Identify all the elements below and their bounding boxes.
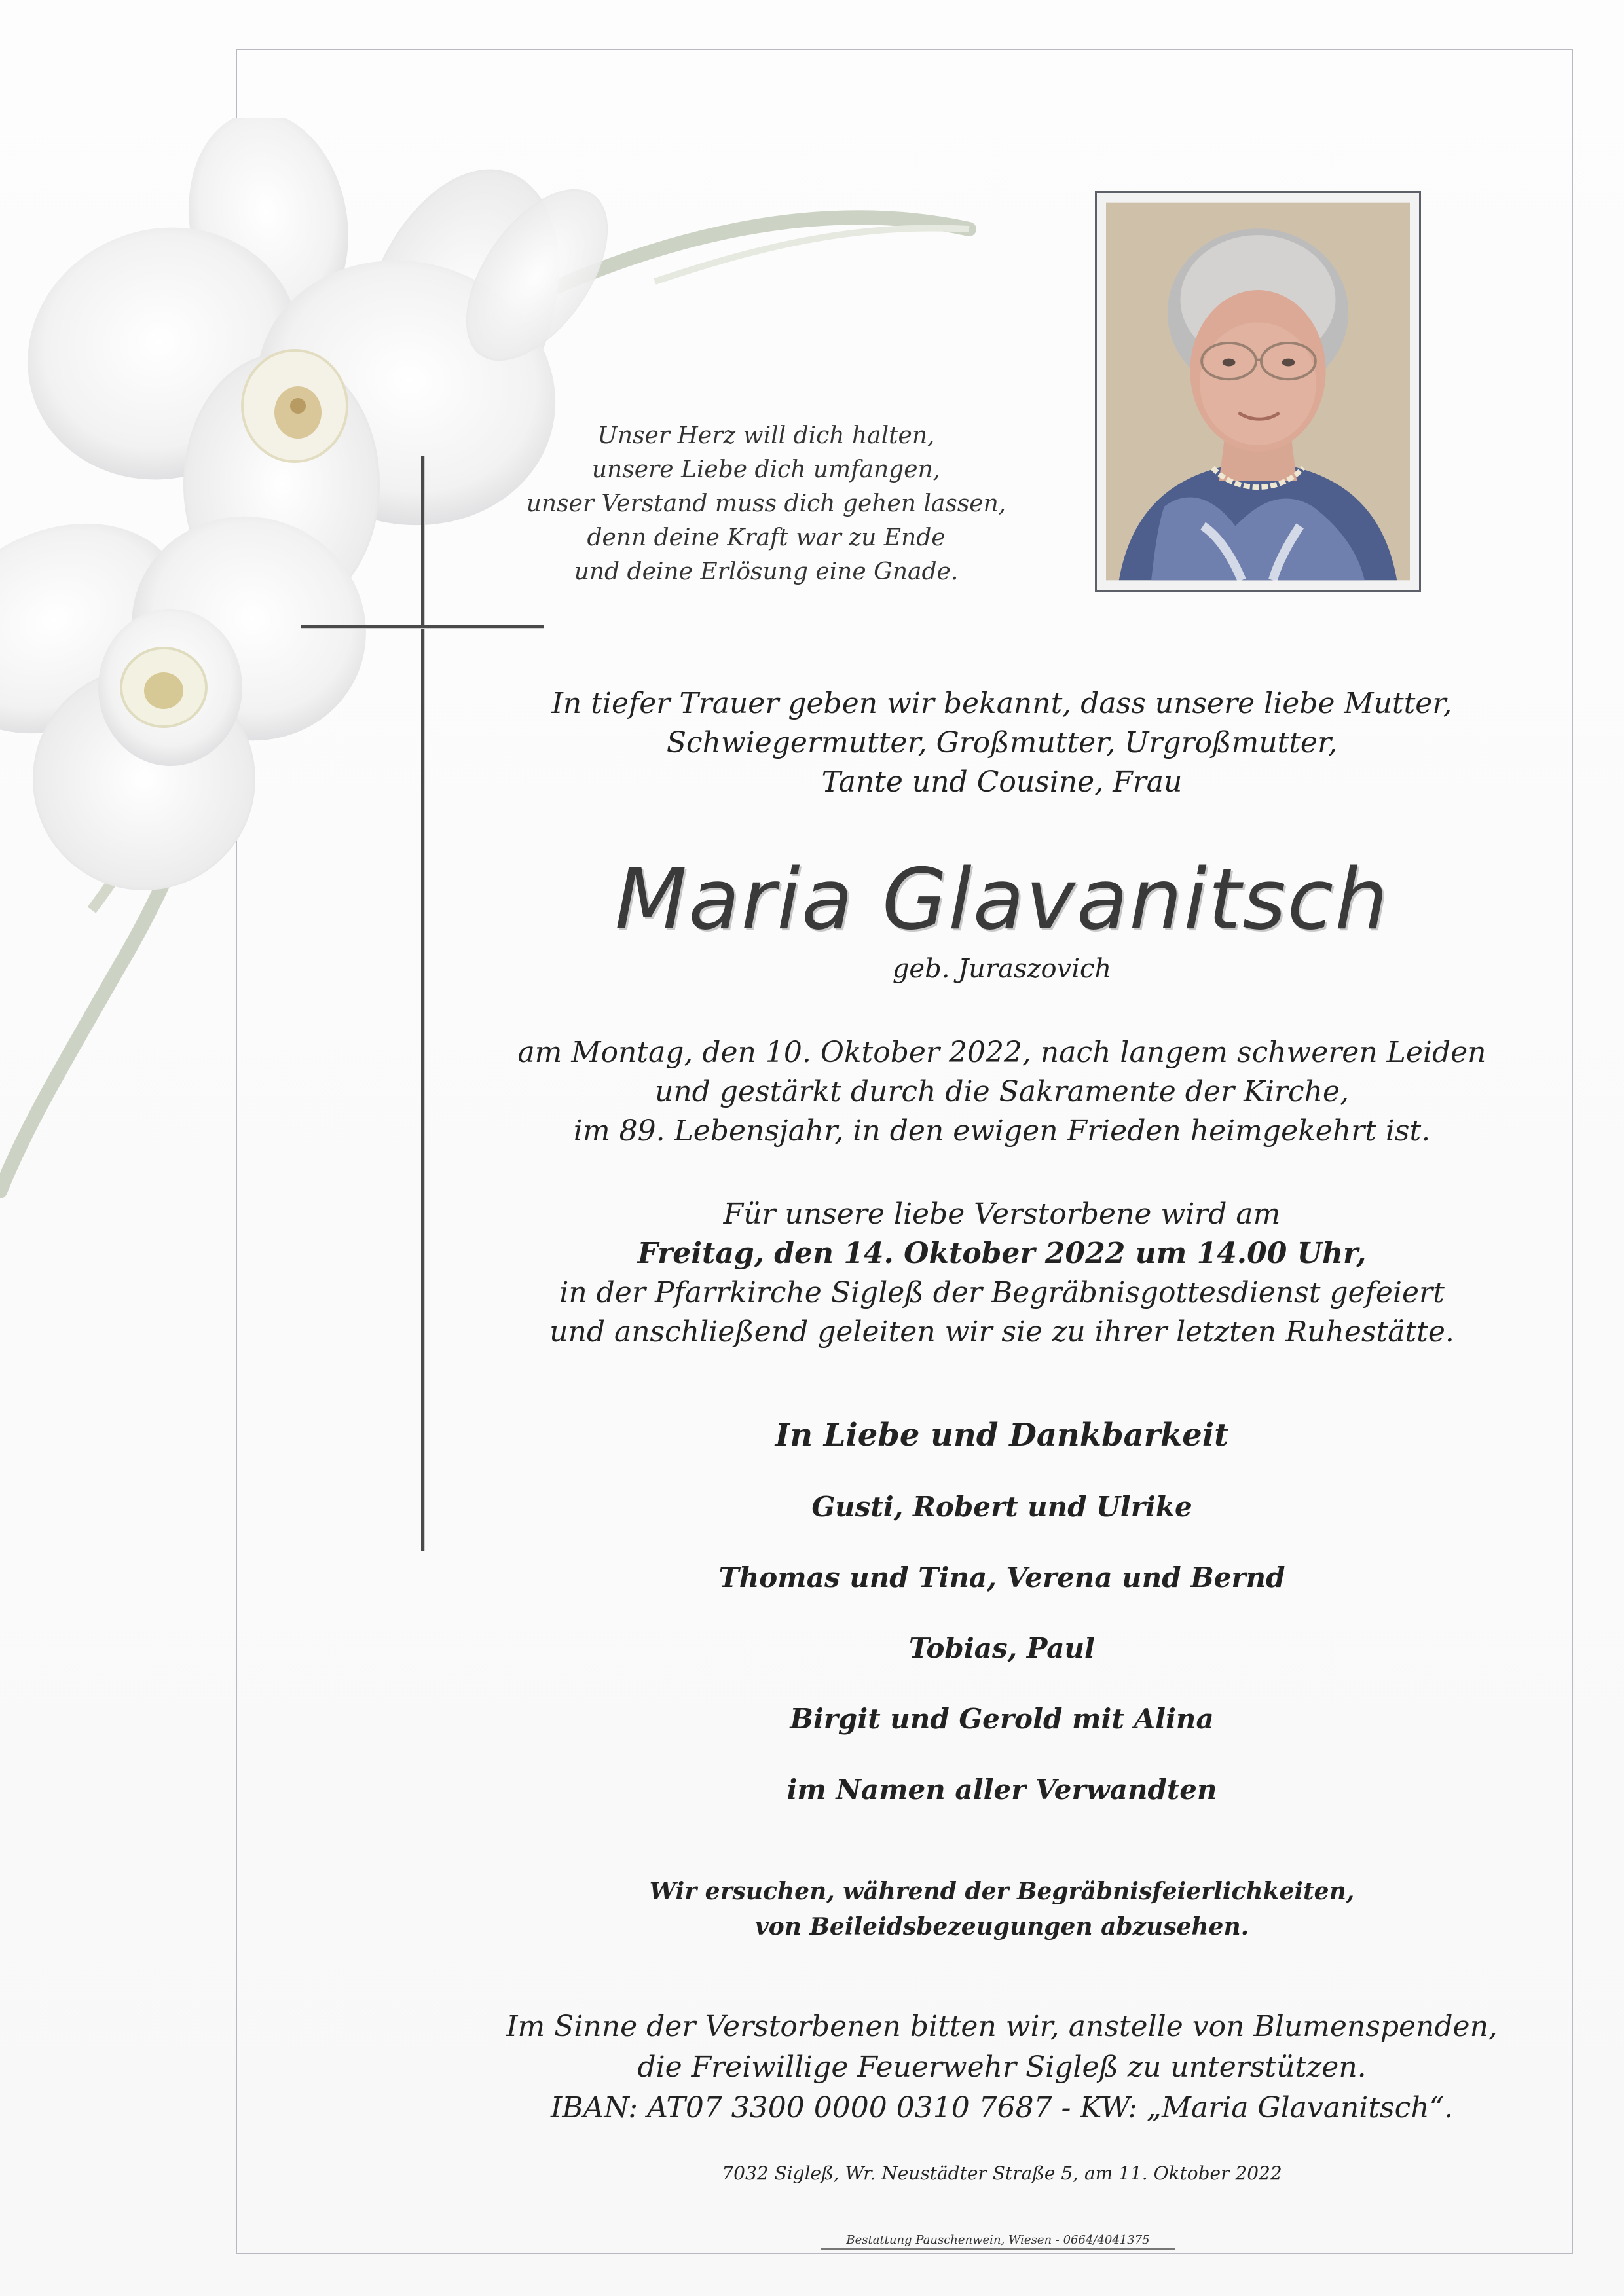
intro-line: In tiefer Trauer geben wir bekannt, dass unsere liebe Mutter, bbox=[551, 687, 1452, 720]
deceased-name: Maria Glavanitsch bbox=[614, 851, 1390, 949]
death-notice-line: und gestärkt durch die Sakramente der Kirche, bbox=[655, 1075, 1349, 1108]
request-line: von Beileidsbezeugungen abzusehen. bbox=[754, 1913, 1249, 1941]
donation-notice bbox=[458, 2007, 1545, 2128]
donation-line: die Freiwillige Feuerwehr Sigleß zu unterstützen. bbox=[637, 2050, 1367, 2084]
family-list bbox=[458, 1486, 1545, 1840]
poem-line: und deine Erlösung eine Gnade. bbox=[574, 558, 959, 585]
condolence-request bbox=[458, 1874, 1545, 1944]
death-notice-line: am Montag, den 10. Oktober 2022, nach langem schweren Leiden bbox=[517, 1036, 1486, 1069]
intro-line: Tante und Cousine, Frau bbox=[821, 765, 1183, 799]
request-line: Wir ersuchen, während der Begräbnisfeierlichkeiten, bbox=[649, 1878, 1355, 1905]
announcement-intro bbox=[458, 684, 1545, 802]
cross-vertical-bar bbox=[421, 456, 424, 1551]
donation-line: Im Sinne der Verstorbenen bitten wir, anstelle von Blumenspenden, bbox=[506, 2010, 1498, 2043]
donation-iban: IBAN: AT07 3300 0000 0310 7687 - KW: „Maria Glavanitsch“. bbox=[550, 2091, 1454, 2124]
family-member: im Namen aller Verwandten bbox=[786, 1774, 1217, 1806]
funeral-line: und anschließend geleiten wir sie zu ihrer letzten Ruhestätte. bbox=[549, 1315, 1454, 1349]
death-notice bbox=[458, 1033, 1545, 1151]
undertaker-info: Bestattung Pauschenwein, Wiesen - 0664/4041375 bbox=[821, 2232, 1175, 2250]
place-and-date: 7032 Sigleß, Wr. Neustädter Straße 5, am 11. Oktober 2022 bbox=[722, 2162, 1282, 2184]
death-notice-line: im 89. Lebensjahr, in den ewigen Frieden heimgekehrt ist. bbox=[573, 1114, 1431, 1148]
family-member: Thomas und Tina, Verena und Bernd bbox=[718, 1561, 1285, 1594]
funeral-line: in der Pfarrkirche Sigleß der Begräbnisgottesdienst gefeiert bbox=[559, 1276, 1445, 1309]
thanks-heading: In Liebe und Dankbarkeit bbox=[775, 1417, 1229, 1453]
funeral-date-time: Freitag, den 14. Oktober 2022 um 14.00 Uhr, bbox=[637, 1237, 1367, 1270]
family-member: Gusti, Robert und Ulrike bbox=[811, 1491, 1192, 1523]
poem-line: unsere Liebe dich umfangen, bbox=[591, 456, 941, 483]
portrait-image bbox=[1106, 202, 1410, 581]
intro-line: Schwiegermutter, Großmutter, Urgroßmutter, bbox=[666, 726, 1338, 759]
portrait-photo bbox=[1095, 191, 1421, 592]
poem-line: unser Verstand muss dich gehen lassen, bbox=[526, 490, 1006, 517]
family-member: Tobias, Paul bbox=[908, 1632, 1096, 1664]
poem-line: denn deine Kraft war zu Ende bbox=[587, 524, 946, 551]
cross-horizontal-bar bbox=[301, 625, 544, 628]
funeral-details bbox=[458, 1195, 1545, 1352]
funeral-line: Für unsere liebe Verstorbene wird am bbox=[723, 1197, 1281, 1231]
family-member: Birgit und Gerold mit Alina bbox=[790, 1703, 1214, 1735]
poem-line: Unser Herz will dich halten, bbox=[597, 422, 935, 449]
birth-name: geb. Juraszovich bbox=[892, 954, 1112, 984]
poem bbox=[498, 419, 1035, 589]
